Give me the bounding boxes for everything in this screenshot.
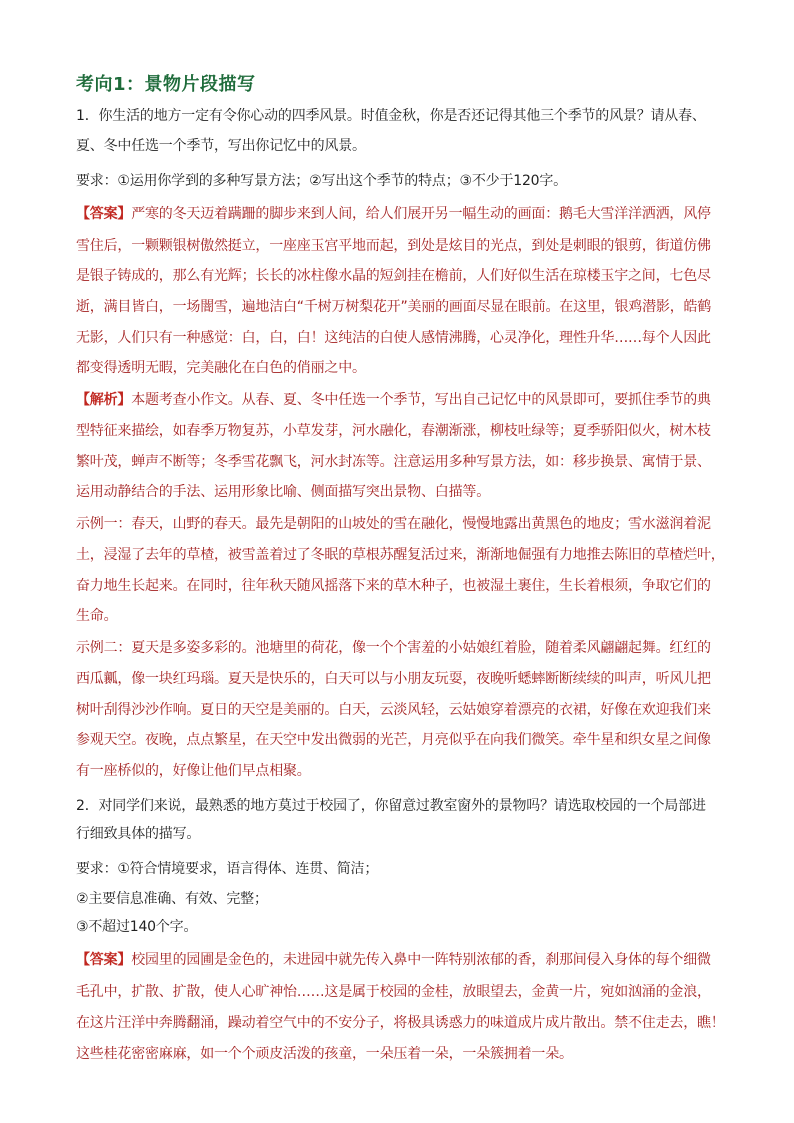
q1-answer-line-4: 逝，满目皆白，一场闇雪，遍地洁白“千树万树梨花开”美丽的画面尽显在眼前。在这里，银鸡潜影，皓鹤 [76,299,712,315]
q1-analysis-line-4: 运用动静结合的手法、运用形象比喻、侧面描写突出景物、白描等。 [76,484,490,500]
q1-requirement: 要求：①运用你学到的多种写景方法；②写出这个季节的特点；③不少于120字。 [76,173,567,189]
q2-requirement-2: ②主要信息准确、有效、完整； [76,891,268,907]
q1-example1-line-2: 土，浸湿了去年的草楂，被雪盖着过了冬眠的草根苏醒复活过来，渐渐地倔强有力地推去陈旧的草楂烂叶， [76,547,725,563]
q1-answer-line-5: 无影，人们只有一种感觉：白，白，白！这纯洁的白使人感情沸腾，心灵净化，理性升华……每个人因此 [76,330,711,346]
q1-example1-line-3: 奋力地生长起来。在同时，往年秋天随风摇落下来的草木种子，也被湿土裹住，生长着根须，争取它们的 [76,578,711,594]
q2-answer-line-4: 这些桂花密密麻麻，如一个个顽皮活泼的孩童，一朵压着一朵，一朵簇拥着一朵。 [76,1046,573,1062]
q2-requirement-1: 要求：①符合情境要求，语言得体、连贯、简洁； [76,861,379,877]
q2-prompt-line-1: 2．对同学们来说，最熟悉的地方莫过于校园了，你留意过教室窗外的景物吗？请选取校园的一个局部进 [76,798,706,814]
q1-example2-line-2: 西瓜瓤，像一块红玛瑙。夏天是快乐的，白天可以与小朋友玩耍，夜晚听蟋蟀断断续续的叫声，听风儿把 [76,671,711,687]
q2-requirement-3: ③不超过140个字。 [76,919,198,935]
analysis-label: 【解析】 [76,392,132,408]
q2-prompt-line-2: 行细致具体的描写。 [76,826,201,842]
q2-answer-line-3: 在这片汪洋中奔腾翻涌，躁动着空气中的不安分子，将极具诱惑力的味道成片成片散出。禁不住走去，瞧！ [76,1015,725,1031]
q1-example2-line-3: 树叶刮得沙沙作响。夏日的天空是美丽的。白天，云淡风轻，云姑娘穿着漂亮的衣裙，好像在欢迎我们来 [76,702,711,718]
q1-analysis-line-3: 繁叶茂，蝉声不断等；冬季雪花飘飞，河水封冻等。注意运用多种写景方法，如：移步换景、寓情于景、 [76,454,711,470]
q1-analysis-line-1: 【解析】本题考查小作文。从春、夏、冬中任选一个季节，写出自己记忆中的风景即可，要抓住季节的典 [76,392,711,408]
q1-example2-line-4: 参观天空。夜晚，点点繁星，在天空中发出微弱的光芒，月亮似乎在向我们微笑。牵牛星和织女星之间像 [76,732,711,748]
answer-label: 【答案】 [76,206,132,222]
q1-answer-line-3: 是银子铸成的，那么有光辉；长长的冰柱像水晶的短剑挂在檐前，人们好似生活在琼楼玉宇之间，七色尽 [76,268,711,284]
q1-answer-line-2: 雪住后，一颗颗银树傲然挺立，一座座玉宫平地而起，到处是炫目的光点，到处是刺眼的银剪，街道仿佛 [76,238,711,254]
q2-answer-line-1: 【答案】校园里的园圃是金色的，未进园中就先传入鼻中一阵特别浓郁的香，刹那间侵入身体的每个细微 [76,952,711,968]
q1-answer-line-1: 【答案】严寒的冬天迈着蹒跚的脚步来到人间，给人们展开另一幅生动的画面：鹅毛大雪洋洋洒洒，风停 [76,206,711,222]
q1-example2-line-1: 示例二：夏天是多姿多彩的。池塘里的荷花，像一个个害羞的小姑娘红着脸，随着柔风翩翩起舞。红红的 [76,640,711,656]
q1-prompt-line-1: 1．你生活的地方一定有令你心动的四季风景。时值金秋，你是否还记得其他三个季节的风景？请从春、 [76,108,706,124]
answer-label: 【答案】 [76,952,132,968]
q1-analysis-line-2: 型特征来描绘，如春季万物复苏，小草发芽，河水融化，春潮渐涨，柳枝吐绿等；夏季骄阳似火，树木枝 [76,423,711,439]
q1-answer-line-6: 都变得透明无暇，完美融化在白色的俏丽之中。 [76,360,366,376]
section-heading: 考向1：景物片段描写 [76,74,256,95]
q1-example1-line-4: 生命。 [76,608,118,624]
q2-answer-line-2: 毛孔中，扩散、扩散，使人心旷神怡……这是属于校园的金桂，放眼望去，金黄一片，宛如汹涌的金浪， [76,984,711,1000]
q1-example1-line-1: 示例一：春天，山野的春天。最先是朝阳的山坡处的雪在融化，慢慢地露出黄黑色的地皮；雪水滋润着泥 [76,516,711,532]
q1-example2-line-5: 有一座桥似的，好像让他们早点相聚。 [76,763,311,779]
q1-prompt-line-2: 夏、冬中任选一个季节，写出你记忆中的风景。 [76,138,366,154]
